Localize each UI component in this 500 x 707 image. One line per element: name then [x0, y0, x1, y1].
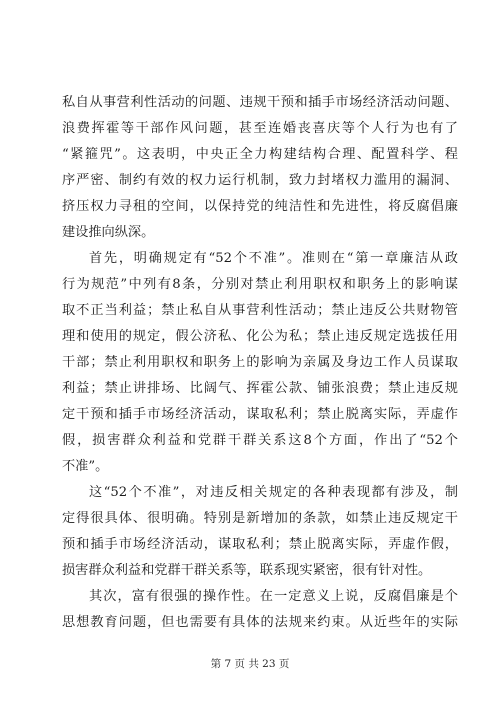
text-line: 其次，富有很强的操作性。在一定意义上说，反腐倡廉是个 [89, 589, 458, 604]
text-line: 预和插手市场经济活动，谋取私利；禁止脱离实际，弄虚作假， [62, 537, 458, 552]
text-line: “紧箍咒”。这表明，中央正全力构建结构合理、配置科学、程 [62, 147, 458, 162]
document-body [62, 90, 458, 636]
text-line: 理和使用的规定，假公济私、化公为私；禁止违反规定选拔任用 [62, 329, 458, 344]
text-line: 定得很具体、很明确。特别是新增加的条款，如禁止违反规定干 [62, 511, 458, 526]
text-line: 思想教育问题，但也需要有具体的法规来约束。从近些年的实际 [62, 615, 458, 630]
text-line: 损害群众利益和党群干群关系等，联系现实紧密，很有针对性。 [62, 563, 432, 578]
text-line: 序严密、制约有效的权力运行机制，致力封堵权力滥用的漏洞、 [62, 173, 458, 188]
text-line: 首先，明确规定有“52个不准”。准则在“第一章廉洁从政 [89, 251, 458, 266]
paragraph-4 [62, 584, 458, 636]
text-line: 取不正当利益；禁止私自从事营利性活动；禁止违反公共财物管 [62, 303, 458, 318]
page-number-footer: 第 7 页 共 23 页 [210, 658, 290, 670]
text-line: 假，损害群众利益和党群干群关系这8个方面，作出了“52个 [62, 433, 458, 448]
text-line: 干部；禁止利用职权和职务上的影响为亲属及身边工作人员谋取 [62, 355, 458, 370]
text-line: 浪费挥霍等干部作风问题，甚至连婚丧喜庆等个人行为也有了 [62, 121, 458, 136]
text-line: 定干预和插手市场经济活动，谋取私利；禁止脱离实际，弄虚作 [62, 407, 458, 422]
paragraph-1 [62, 90, 458, 246]
text-line: 私自从事营利性活动的问题、违规干预和插手市场经济活动问题、 [62, 95, 458, 110]
text-line: 不准”。 [62, 459, 109, 474]
text-line: 挤压权力寻租的空间，以保持党的纯洁性和先进性，将反腐倡廉 [62, 199, 458, 214]
text-line: 这“52个不准”，对违反相关规定的各种表现都有涉及，制 [89, 485, 458, 500]
paragraph-2 [62, 246, 458, 480]
paragraph-3 [62, 480, 458, 584]
text-line: 利益；禁止讲排场、比阔气、挥霍公款、铺张浪费；禁止违反规 [62, 381, 458, 396]
text-line: 建设推向纵深。 [62, 225, 155, 240]
text-line: 行为规范”中列有8条，分别对禁止利用职权和职务上的影响谋 [62, 277, 458, 292]
